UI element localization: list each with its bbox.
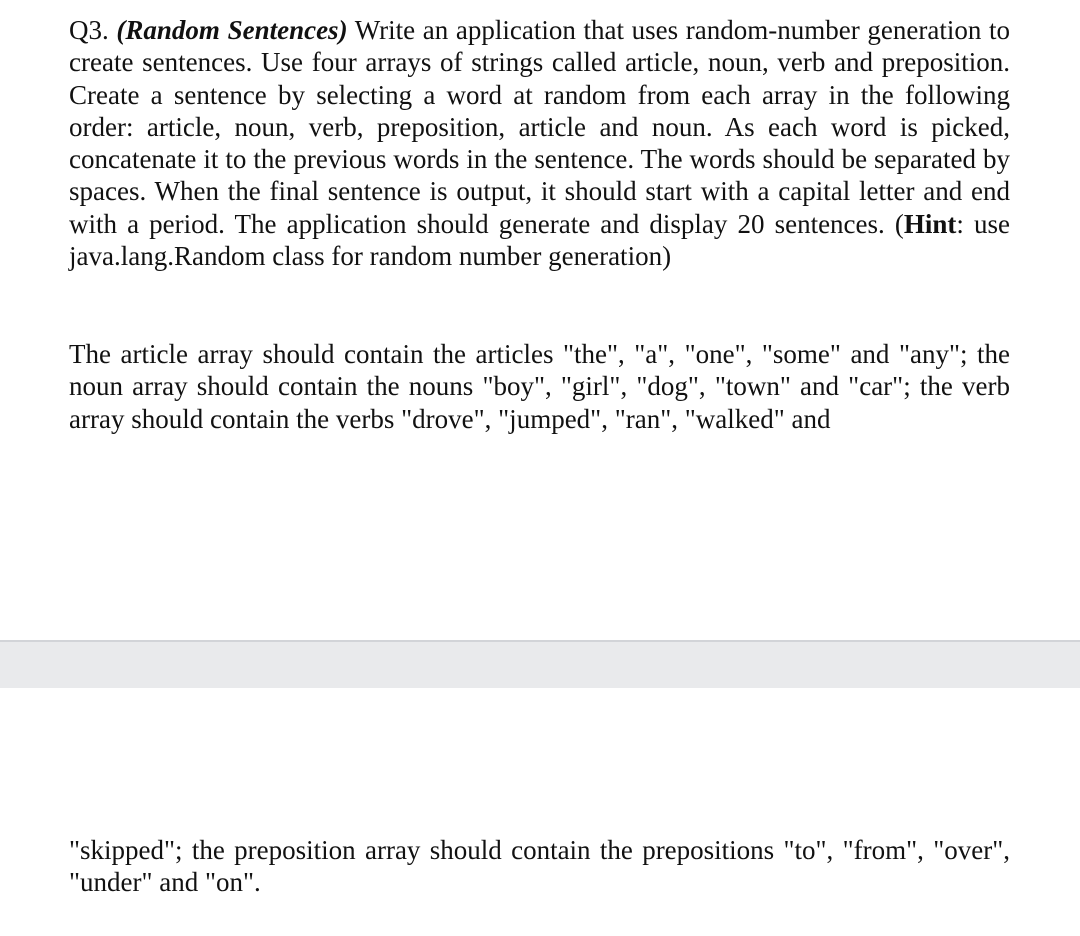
arrays-paragraph-part2: "skipped"; the preposition array should contain the prepositions "to", "from", "over", "under" and "on". (69, 835, 1010, 898)
arrays-paragraph-part1: The article array should contain the articles "the", "a", "one", "some" and "any"; the noun array should contain the nouns "boy", "girl", "dog", "town" and "car"; the verb array should contain the verbs "drove", "jumped", "ran", "walked" and (69, 339, 1010, 434)
question-title: (Random Sentences) (116, 15, 348, 45)
page-separator (0, 640, 1080, 688)
hint-text: : use java.lang.Random class for random number generation) (69, 208, 1010, 272)
question-paragraph (69, 14, 1010, 272)
document-page-2 (0, 688, 1080, 936)
hint-open-paren: ( (894, 208, 904, 239)
question-body: Write an application that uses random-number generation to create sentences. Use four arrays of strings called article, noun, verb and preposition. Create a sentence by selecting a word at random from each array in the following order: article, noun, verb, preposition, article and noun. As each word is picked, concatenate it to the previous words in the sentence. The words should be separated by spaces. When the final sentence is output, it should start with a capital letter and end with a period. The application should generate and display 20 sentences. (69, 15, 1010, 239)
question-number: Q3. (69, 15, 109, 45)
hint-label: Hint (903, 208, 957, 239)
